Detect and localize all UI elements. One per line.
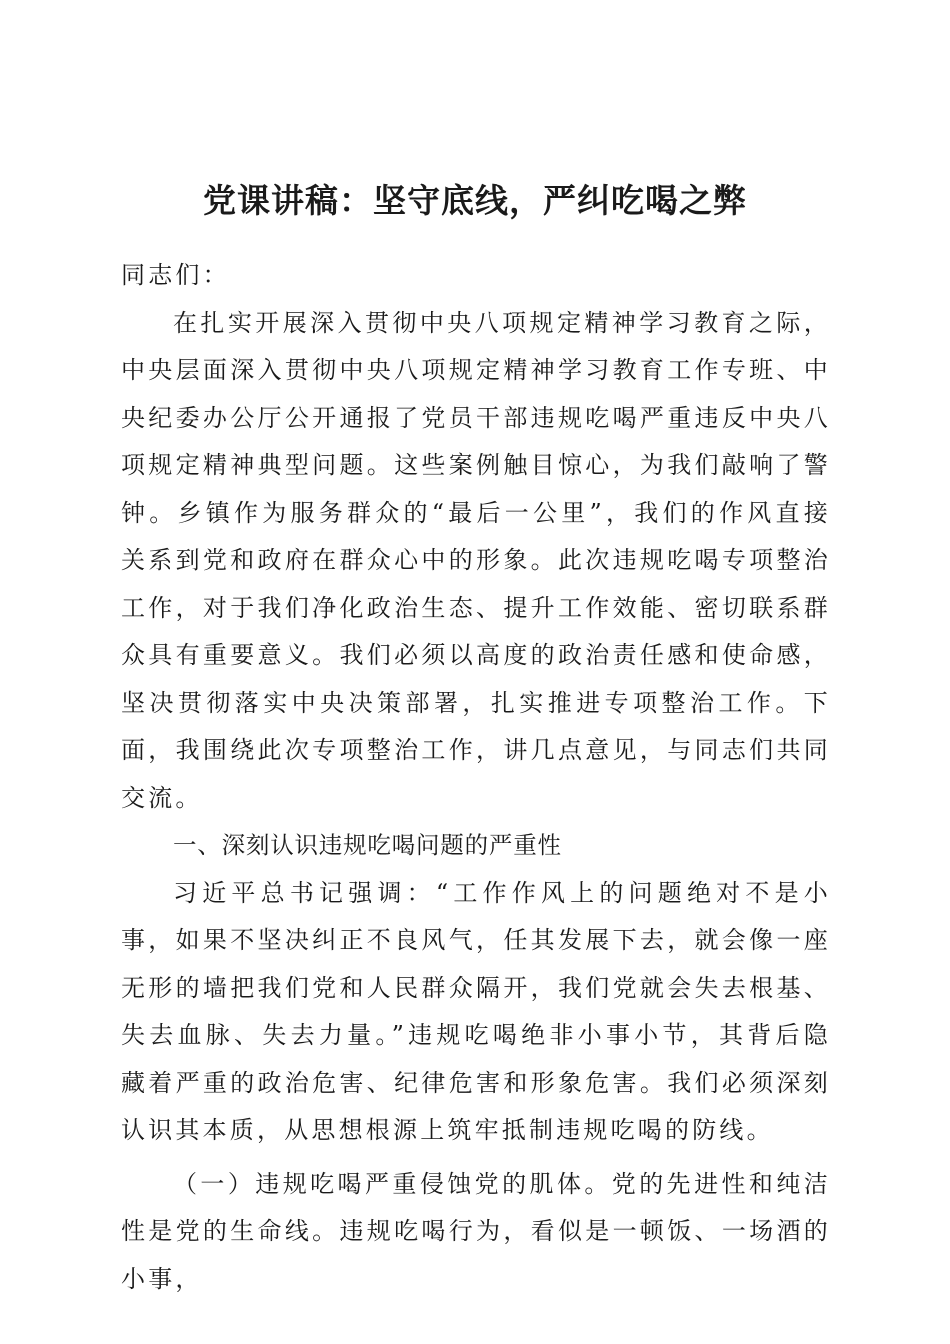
section-heading: 一、深刻认识违规吃喝问题的严重性: [173, 831, 562, 859]
intro-paragraph: 在扎实开展深入贯彻中央八项规定精神学习教育之际，中央层面深入贯彻中央八项规定精神学习教育工作专班、中央纪委办公厅公开通报了党员干部违规吃喝严重违反中央八项规定精神典型问题。这些案例触目惊心，为我们敲响了警钟。乡镇作为服务群众的“最后一公里”，我们的作风直接关系到党和政府在群众心中的形象。此次违规吃喝专项整治工作，对于我们净化政治生态、提升工作效能、密切联系群众具有重要意义。我们必须以高度的政治责任感和使命感，坚决贯彻落实中央决策部署，扎实推进专项整治工作。下面，我围绕此次专项整治工作，讲几点意见，与同志们共同交流。: [121, 308, 831, 812]
document-title: 党课讲稿：坚守底线，严纠吃喝之弊: [203, 181, 747, 220]
document-body: [121, 252, 831, 1303]
section-paragraph: 习近平总书记强调：“工作作风上的问题绝对不是小事，如果不坚决纠正不良风气，任其发展下去，就会像一座无形的墙把我们党和人民群众隔开，我们党就会失去根基、失去血脉、失去力量。”违规吃喝绝非小事小节，其背后隐藏着严重的政治危害、纪律危害和形象危害。我们必须深刻认识其本质，从思想根源上筑牢抵制违规吃喝的防线。: [121, 878, 831, 1144]
salutation: 同志们：: [121, 261, 230, 289]
subsection-paragraph: （一）违规吃喝严重侵蚀党的肌体。党的先进性和纯洁性是党的生命线。违规吃喝行为，看似是一顿饭、一场酒的小事，: [121, 1169, 831, 1293]
